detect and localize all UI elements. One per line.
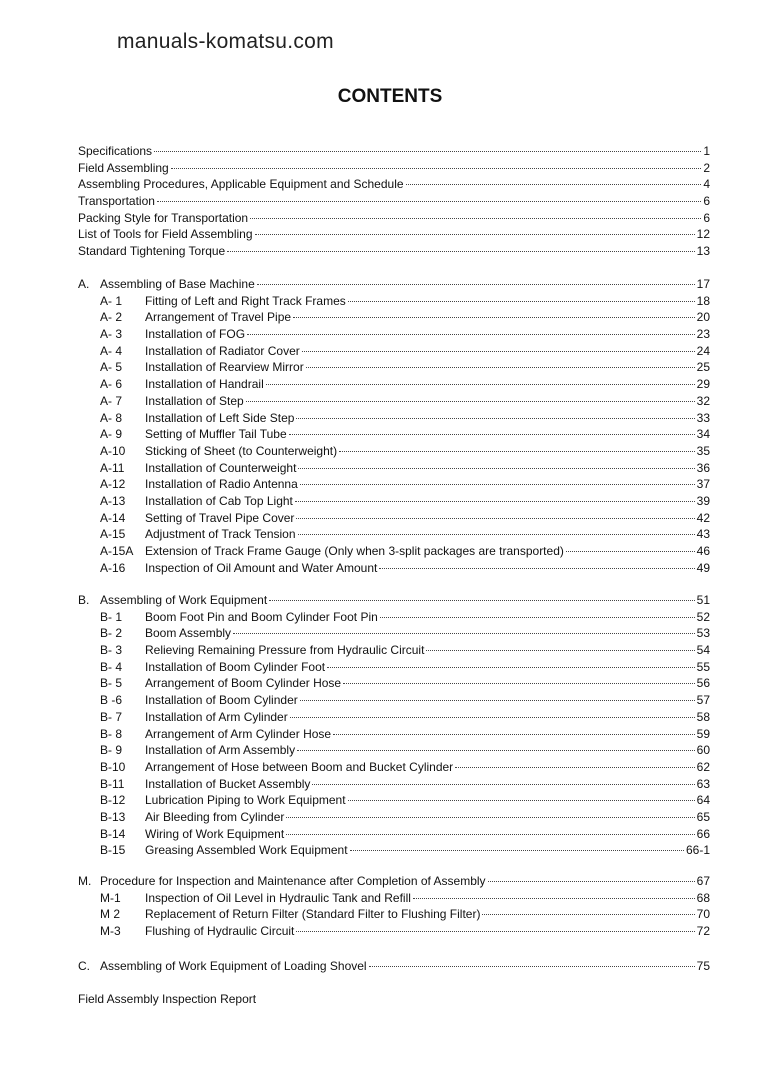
toc-entry[interactable] xyxy=(78,609,710,626)
entry-page: 64 xyxy=(696,793,710,808)
toc-entry[interactable] xyxy=(78,309,710,326)
toc-entry[interactable] xyxy=(78,243,710,260)
entry-title: Greasing Assembled Work Equipment xyxy=(145,843,348,858)
entry-code: B- 8 xyxy=(100,726,123,741)
toc-entry[interactable] xyxy=(78,873,710,890)
dot-leader xyxy=(296,931,694,932)
entry-page: 42 xyxy=(696,510,710,525)
section-m xyxy=(78,873,710,940)
entry-page: 75 xyxy=(696,959,710,973)
dot-leader xyxy=(257,284,695,285)
dot-leader xyxy=(246,401,695,402)
dot-leader xyxy=(413,898,695,899)
entry-code: B- 2 xyxy=(100,626,123,641)
toc-entry[interactable] xyxy=(78,543,710,560)
entry-title: Installation of Radio Antenna xyxy=(145,477,298,492)
page-title: CONTENTS xyxy=(337,86,443,107)
dot-leader xyxy=(290,717,695,718)
dot-leader xyxy=(286,817,694,818)
entry-code: B- 7 xyxy=(100,709,123,724)
toc-entry[interactable] xyxy=(78,809,710,826)
dot-leader xyxy=(302,351,695,352)
toc-entry[interactable] xyxy=(78,226,710,243)
dot-leader xyxy=(171,168,702,169)
entry-title: Installation of Rearview Mirror xyxy=(145,360,304,375)
general-contents xyxy=(78,143,710,260)
entry-title: Sticking of Sheet (to Counterweight) xyxy=(145,443,338,458)
entry-code: A- 6 xyxy=(100,377,123,392)
entry-title: Replacement of Return Filter (Standard Filter to Flushing Filter) xyxy=(145,907,481,922)
report-entry xyxy=(78,991,710,1008)
toc-entry[interactable] xyxy=(78,143,710,160)
dot-leader xyxy=(269,600,694,601)
entry-page: 33 xyxy=(696,410,710,425)
entry-code: A- 8 xyxy=(100,410,123,425)
entry-code: B-15 xyxy=(100,843,126,858)
toc-entry[interactable] xyxy=(78,675,710,692)
entry-page: 13 xyxy=(696,244,710,259)
entry-title: Arrangement of Arm Cylinder Hose xyxy=(145,726,332,741)
entry-code: B-10 xyxy=(100,759,126,774)
entry-page: 49 xyxy=(696,560,710,575)
toc-entry[interactable] xyxy=(78,842,710,859)
toc-entry[interactable] xyxy=(78,742,710,759)
toc-entry[interactable] xyxy=(78,293,710,310)
entry-code: A- 7 xyxy=(100,393,123,408)
entry-title: Arrangement of Boom Cylinder Hose xyxy=(145,676,342,691)
entry-title: Air Bleeding from Cylinder xyxy=(145,809,285,824)
entry-code: B- 3 xyxy=(100,643,123,658)
dot-leader xyxy=(296,518,694,519)
entry-code: B- 1 xyxy=(100,609,123,624)
toc-entry[interactable] xyxy=(78,692,710,709)
dot-leader xyxy=(406,184,702,185)
entry-title: Installation of FOG xyxy=(145,327,246,342)
dot-leader xyxy=(369,966,695,967)
entry-page: 25 xyxy=(696,360,710,375)
toc-entry[interactable] xyxy=(78,890,710,907)
entry-code: B-11 xyxy=(100,776,125,791)
dot-leader xyxy=(297,750,695,751)
entry-title: Installation of Radiator Cover xyxy=(145,343,300,358)
dot-leader xyxy=(295,501,695,502)
dot-leader xyxy=(306,367,695,368)
dot-leader xyxy=(300,484,695,485)
toc-entry[interactable] xyxy=(78,410,710,427)
toc-entry[interactable] xyxy=(78,560,710,577)
toc-entry[interactable] xyxy=(78,443,710,460)
dot-leader xyxy=(298,468,694,469)
entry-code: A-12 xyxy=(100,477,126,492)
entry-page: 37 xyxy=(696,477,710,492)
entry-title: Lubrication Piping to Work Equipment xyxy=(145,793,346,808)
entry-title: Installation of Cab Top Light xyxy=(145,493,293,508)
entry-title: Specifications xyxy=(78,144,153,158)
entry-title: List of Tools for Field Assembling xyxy=(78,227,253,242)
dot-leader xyxy=(250,218,701,219)
toc-entry[interactable] xyxy=(78,592,710,609)
entry-code: M-3 xyxy=(100,924,121,939)
entry-title: Arrangement of Hose between Boom and Bucket Cylinder xyxy=(145,759,454,774)
toc-entry[interactable] xyxy=(78,792,710,809)
dot-leader xyxy=(348,301,695,302)
toc-entry[interactable] xyxy=(78,193,710,210)
toc-entry[interactable] xyxy=(78,493,710,510)
section-letter: C. xyxy=(78,959,90,973)
toc-entry[interactable] xyxy=(78,709,710,726)
entry-page: 32 xyxy=(696,393,710,408)
entry-code: B- 9 xyxy=(100,743,123,758)
entry-page: 35 xyxy=(696,443,710,458)
toc-entry[interactable] xyxy=(78,210,710,227)
toc-entry[interactable] xyxy=(78,510,710,527)
dot-leader xyxy=(298,534,695,535)
entry-title: Field Assembling xyxy=(78,160,169,175)
entry-page: 29 xyxy=(696,377,710,392)
entry-code: A- 1 xyxy=(100,293,123,308)
toc-entry[interactable] xyxy=(78,958,710,975)
entry-code: A-13 xyxy=(100,493,126,508)
entry-title: Installation of Handrail xyxy=(145,377,264,392)
dot-leader xyxy=(255,234,695,235)
dot-leader xyxy=(266,384,695,385)
entry-page: 59 xyxy=(696,726,710,741)
toc-entry[interactable] xyxy=(78,376,710,393)
entry-page: 43 xyxy=(696,527,710,542)
entry-page: 72 xyxy=(696,924,710,939)
entry-page: 63 xyxy=(696,776,710,791)
entry-code: M 2 xyxy=(100,907,121,922)
toc-entry[interactable] xyxy=(78,906,710,923)
report-title: Field Assembly Inspection Report xyxy=(78,992,257,1006)
dot-leader xyxy=(300,700,695,701)
entry-code: B-13 xyxy=(100,809,126,824)
entry-page: 68 xyxy=(696,890,710,905)
entry-title: Assembling Procedures, Applicable Equipment and Schedule xyxy=(78,177,404,192)
entry-title: Arrangement of Travel Pipe xyxy=(145,310,292,325)
dot-leader xyxy=(157,201,701,202)
entry-title: Standard Tightening Torque xyxy=(78,244,226,259)
entry-title: Installation of Arm Assembly xyxy=(145,743,296,758)
entry-page: 46 xyxy=(696,544,710,558)
dot-leader xyxy=(286,834,694,835)
entry-title: Packing Style for Transportation xyxy=(78,210,249,225)
toc-entry[interactable] xyxy=(78,826,710,843)
toc-entry[interactable] xyxy=(78,359,710,376)
entry-title: Flushing of Hydraulic Circuit xyxy=(145,924,295,939)
entry-title: Adjustment of Track Tension xyxy=(145,527,296,542)
entry-code: B-12 xyxy=(100,793,126,808)
entry-title: Boom Foot Pin and Boom Cylinder Foot Pin xyxy=(145,609,378,624)
entry-page: 2 xyxy=(703,160,710,175)
entry-code: A-14 xyxy=(100,510,126,525)
entry-page: 70 xyxy=(696,907,710,922)
toc-entry[interactable] xyxy=(78,776,710,793)
entry-page: 6 xyxy=(703,194,710,209)
toc-entry[interactable] xyxy=(78,526,710,543)
toc-entry[interactable] xyxy=(78,625,710,642)
entry-code: B -6 xyxy=(100,693,123,708)
toc-entry[interactable] xyxy=(78,276,710,293)
entry-page: 24 xyxy=(696,343,710,358)
toc-entry[interactable] xyxy=(78,476,710,493)
toc-entry[interactable] xyxy=(78,726,710,743)
entry-title: Installation of Step xyxy=(145,393,244,408)
entry-title: Installation of Bucket Assembly xyxy=(145,776,311,791)
entry-page: 18 xyxy=(696,293,710,308)
entry-title: Installation of Boom Cylinder xyxy=(145,693,298,708)
entry-code: A-16 xyxy=(100,560,126,575)
toc-entry[interactable] xyxy=(78,160,710,177)
section-title: Procedure for Inspection and Maintenance after Completion of Assembly xyxy=(100,874,486,888)
entry-title: Boom Assembly xyxy=(145,626,232,641)
entry-code: A- 5 xyxy=(100,360,123,375)
entry-page: 54 xyxy=(696,643,710,658)
toc-entry[interactable] xyxy=(78,426,710,443)
dot-leader xyxy=(488,881,695,882)
dot-leader xyxy=(343,683,695,684)
toc-entry[interactable] xyxy=(78,659,710,676)
entry-title: Installation of Boom Cylinder Foot xyxy=(145,659,326,674)
section-c xyxy=(78,958,710,975)
section-letter: A. xyxy=(78,277,90,291)
entry-page: 51 xyxy=(696,593,710,607)
dot-leader xyxy=(350,850,684,851)
dot-leader xyxy=(333,734,695,735)
entry-page: 58 xyxy=(696,709,710,724)
section-title: Assembling of Base Machine xyxy=(100,277,255,291)
toc-entry[interactable] xyxy=(78,460,710,477)
toc-entry[interactable] xyxy=(78,326,710,343)
watermark: manuals-komatsu.com xyxy=(117,30,334,53)
dot-leader xyxy=(312,784,694,785)
entry-title: Setting of Muffler Tail Tube xyxy=(145,427,287,442)
toc-entry[interactable] xyxy=(78,642,710,659)
entry-code: B-14 xyxy=(100,826,126,841)
entry-page: 66-1 xyxy=(685,843,710,858)
entry-title: Transportation xyxy=(78,194,155,209)
entry-code: B- 5 xyxy=(100,676,123,691)
dot-leader xyxy=(296,418,694,419)
section-b xyxy=(78,592,710,859)
toc-entry[interactable] xyxy=(78,393,710,410)
section-a xyxy=(78,276,710,576)
entry-page: 6 xyxy=(703,210,710,225)
entry-page: 66 xyxy=(696,826,710,841)
section-letter: M. xyxy=(78,874,92,888)
entry-page: 65 xyxy=(696,809,710,824)
entry-page: 36 xyxy=(696,460,710,475)
entry-code: A- 3 xyxy=(100,327,123,342)
entry-page: 53 xyxy=(696,626,710,641)
toc-entry[interactable] xyxy=(78,176,710,193)
entry-page: 55 xyxy=(696,659,710,674)
entry-title: Relieving Remaining Pressure from Hydraulic Circuit xyxy=(145,643,425,658)
dot-leader xyxy=(339,451,695,452)
entry-page: 60 xyxy=(696,743,710,758)
toc-entry[interactable] xyxy=(78,923,710,940)
entry-code: B- 4 xyxy=(100,659,123,674)
entry-title: Installation of Left Side Step xyxy=(145,410,295,425)
entry-page: 39 xyxy=(696,493,710,508)
entry-code: A-11 xyxy=(100,460,125,475)
dot-leader xyxy=(482,914,694,915)
entry-code: A- 9 xyxy=(100,427,123,442)
entry-title: Installation of Arm Cylinder xyxy=(145,709,288,724)
dot-leader xyxy=(289,434,695,435)
entry-page: 23 xyxy=(696,327,710,342)
entry-page: 62 xyxy=(696,759,710,774)
dot-leader xyxy=(233,633,695,634)
dot-leader xyxy=(380,617,695,618)
entry-page: 1 xyxy=(703,144,710,158)
entry-title: Extension of Track Frame Gauge (Only when 3-split packages are transported) xyxy=(145,544,564,558)
entry-code: A- 4 xyxy=(100,343,123,358)
entry-title: Installation of Counterweight xyxy=(145,460,297,475)
entry-page: 52 xyxy=(696,609,710,624)
entry-page: 67 xyxy=(696,874,710,888)
dot-leader xyxy=(566,551,695,552)
entry-code: M-1 xyxy=(100,890,121,905)
entry-title: Fitting of Left and Right Track Frames xyxy=(145,293,346,308)
entry-title: Wiring of Work Equipment xyxy=(145,826,285,841)
entry-page: 12 xyxy=(696,227,710,242)
section-letter: B. xyxy=(78,593,90,607)
dot-leader xyxy=(227,251,694,252)
section-title: Assembling of Work Equipment of Loading Shovel xyxy=(100,959,367,973)
entry-code: A- 2 xyxy=(100,310,123,325)
dot-leader xyxy=(327,667,695,668)
toc-entry[interactable] xyxy=(78,759,710,776)
dot-leader xyxy=(426,650,694,651)
entry-page: 34 xyxy=(696,427,710,442)
entry-page: 17 xyxy=(696,277,710,291)
entry-page: 20 xyxy=(696,310,710,325)
entry-title: Setting of Travel Pipe Cover xyxy=(145,510,295,525)
dot-leader xyxy=(293,317,695,318)
toc-entry[interactable] xyxy=(78,343,710,360)
dot-leader xyxy=(348,800,695,801)
dot-leader xyxy=(247,334,695,335)
entry-title: Inspection of Oil Level in Hydraulic Tank and Refill xyxy=(145,890,411,905)
entry-code: A-15A xyxy=(100,544,134,558)
entry-page: 4 xyxy=(703,177,710,192)
entry-page: 56 xyxy=(696,676,710,691)
dot-leader xyxy=(455,767,694,768)
dot-leader xyxy=(154,151,701,152)
dot-leader xyxy=(379,568,694,569)
entry-title: Inspection of Oil Amount and Water Amount xyxy=(145,560,378,575)
entry-code: A-10 xyxy=(100,443,126,458)
entry-code: A-15 xyxy=(100,527,126,542)
entry-page: 57 xyxy=(696,693,710,708)
section-title: Assembling of Work Equipment xyxy=(100,593,268,607)
